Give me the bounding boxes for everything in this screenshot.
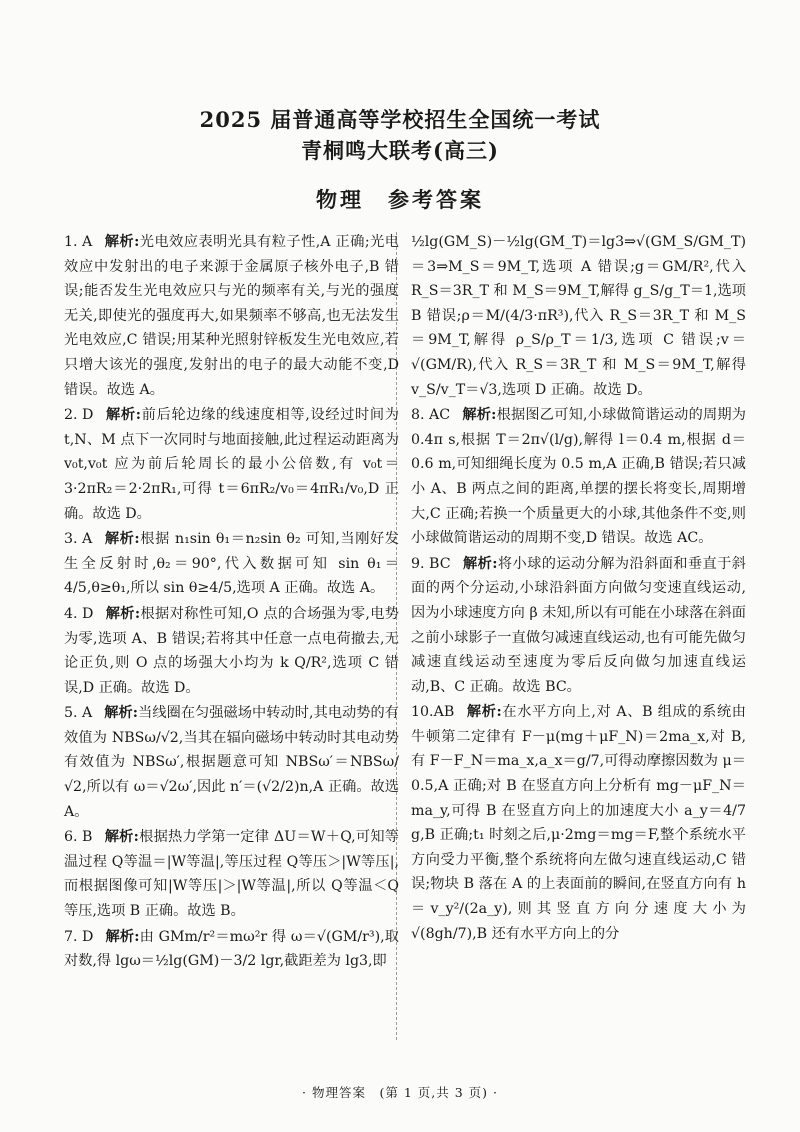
analysis-label: 解析: [466, 704, 502, 721]
question-number: 4. [64, 605, 78, 622]
analysis-text: 将小球的运动分解为沿斜面和垂直于斜面的两个分运动,小球沿斜面方向做匀变速直线运动,因为小球速度方向 β 未知,所以有可能在小球落在斜面之前小球影子一直做匀减速直线运动,也有可能先做匀减速直线运动至速度为零后反向做匀加速直线运动,B、C 正确。故选 BC。 [411, 555, 746, 695]
question-number: 2. [64, 407, 78, 424]
answer-choice: A [82, 234, 93, 250]
answer-item [64, 701, 399, 824]
right-column [411, 230, 746, 947]
analysis-label: 解析: [104, 705, 139, 722]
question-number: 9. [411, 555, 425, 572]
analysis-label: 解析: [104, 829, 139, 846]
answer-item [64, 403, 399, 526]
analysis-label: 解析: [104, 234, 140, 250]
answer-item [411, 552, 746, 700]
analysis-text: 当线圈在匀强磁场中转动时,其电动势的有效值为 NBSω/√2,当其在辐向磁场中转动时其电动势有效值为 NBSω′,根据题意可知 NBSω′＝NBSω/√2,所以有 ω＝√2ω′,因此 n′＝(√2/2)n,A 正确。故选 A。 [64, 705, 399, 820]
analysis-text: 前后轮边缘的线速度相等,设经过时间为 t,N、M 点下一次同时与地面接触,此过程运动距离为 v₀t,v₀t 应为前后轮周长的最小公倍数,有 v₀t＝3·2πR₂＝2·2πR₁,可得 t＝6πR₂/v₀＝4πR₁/v₀,D 正确。故选 D。 [64, 407, 399, 522]
analysis-text: 在水平方向上,对 A、B 组成的系统由牛顿第二定律有 F－μ(mg＋μF_N)＝2ma_x,对 B,有 F－F_N＝ma_x,a_x＝g/7,可得动摩擦因数为 μ＝0.5,A 正确;对 B 在竖直方向上分析有 mg－μF_N＝ma_y,可得 B 在竖直方向上的加速度大小 a_y＝4/7 g,B 正确;t₁ 时刻之后,μ·2mg＝mg＝F,整个系统水平方向受力平衡,整个系统将向左做匀速直线运动,C 错误;物块 B 落在 A 的上表面前的瞬间,在竖直方向有 h＝v_y²/(2a_y),则其竖直方向分速度大小为 √(8gh/7),B 还有水平方向上的分 [411, 704, 746, 942]
analysis-label: 解析: [104, 531, 140, 548]
analysis-text: 根据对称性可知,O 点的合场强为零,电势为零,选项 A、B 错误;若将其中任意一点电荷撤去,无论正负,则 O 点的场强大小均为 k Q/R²,选项 C 错误,D 正确。故选 D。 [64, 605, 399, 696]
subject-heading: 物理 参考答案 [316, 187, 484, 212]
analysis-label: 解析: [462, 407, 497, 424]
question-number: 5. [64, 705, 78, 722]
exam-title: 2025 届普通高等学校招生全国统一考试 [199, 107, 601, 132]
answer-choice: D [82, 407, 94, 424]
analysis-label: 解析: [105, 605, 141, 622]
analysis-text: 由 GMm/r²＝mω²r 得 ω＝√(GM/r³),取对数,得 lgω＝½lg(GM)－3/2 lgr,截距差为 lg3,即 [64, 928, 399, 970]
question-number: 7. [64, 928, 78, 945]
answer-choice: A [82, 705, 93, 722]
answer-choice: D [82, 928, 94, 945]
analysis-text: ½lg(GM_S)－½lg(GM_T)＝lg3⇒√(GM_S/GM_T)＝3⇒M_S＝9M_T,选项 A 错误;g＝GM/R²,代入 R_S＝3R_T 和 M_S＝9M_T,解得 g_S/g_T＝1,选项 B 错误;ρ＝M/(4/3·πR³),代入 R_S＝3R_T 和 M_S＝9M_T,解得 ρ_S/ρ_T＝1/3,选项 C 错误;v＝√(GM/R),代入 R_S＝3R_T 和 M_S＝9M_T,解得 v_S/v_T＝√3,选项 D 正确。故选 D。 [411, 234, 746, 398]
exam-header [0, 104, 800, 166]
analysis-text: 根据热力学第一定律 ΔU＝W＋Q,可知等温过程 Q等温＝|W等温|,等压过程 Q等压＞|W等压|,而根据图像可知|W等压|＞|W等温|,所以 Q等温＜Q等压,选项 B 正确。故选 B。 [64, 829, 399, 920]
answer-choice: AB [433, 704, 455, 721]
answer-choice: AC [429, 407, 451, 424]
question-number: 8. [411, 407, 425, 424]
analysis-label: 解析: [105, 407, 142, 424]
analysis-label: 解析: [105, 928, 140, 945]
analysis-label: 解析: [462, 555, 498, 572]
analysis-text: 根据 n₁sin θ₁＝n₂sin θ₂ 可知,当刚好发生全反射时,θ₂＝90°,代入数据可知 sin θ₁＝4/5,θ≥θ₁,所以 sin θ≥4/5,选项 A 正确。故选 A。 [64, 531, 399, 597]
answer-item [64, 230, 399, 402]
answer-item [411, 700, 746, 946]
answer-item [64, 925, 399, 974]
question-number: 3. [64, 531, 78, 548]
answer-item-continued [411, 230, 746, 402]
answer-choice: B [82, 829, 93, 846]
answer-item [64, 825, 399, 923]
answer-choice: A [82, 531, 93, 548]
question-number: 10. [411, 704, 434, 721]
answer-item [64, 527, 399, 601]
question-number: 6. [64, 829, 78, 846]
question-number: 1. [64, 234, 78, 250]
answer-item [64, 602, 399, 700]
analysis-text: 光电效应表明光具有粒子性,A 正确;光电效应中发射出的电子来源于金属原子核外电子,B 错误;能否发生光电效应只与光的频率有关,与光的强度无关,即使光的强度再大,如果频率不够高,也无法发生光电效应,C 错误;用某种光照射锌板发生光电效应,若只增大该光的强度,发射出的电子的最大动能不变,D 错误。故选 A。 [64, 234, 399, 398]
left-column [64, 230, 399, 975]
page-footer: · 物理答案 (第 1 页,共 3 页) · [302, 1085, 498, 1100]
exam-subtitle: 青桐鸣大联考(高三) [301, 138, 499, 163]
answer-choice: D [82, 605, 94, 622]
answer-item [411, 403, 746, 551]
answer-choice: BC [429, 555, 451, 572]
analysis-text: 根据图乙可知,小球做简谐运动的周期为 0.4π s,根据 T＝2π√(l/g),解得 l＝0.4 m,根据 d＝0.6 m,可知细绳长度为 0.5 m,A 正确,B 错误;若只减小 A、B 两点之间的距离,单摆的摆长将变长,周期增大,C 正确;若换一个质量更大的小球,其他条件不变,则小球做简谐运动的周期不变,D 错误。故选 AC。 [411, 407, 746, 547]
